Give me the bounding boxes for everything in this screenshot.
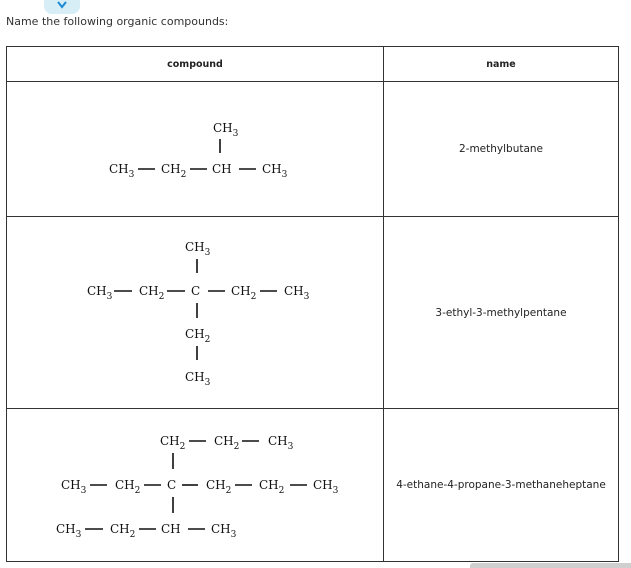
group-label: $CH_2$ (185, 327, 211, 345)
chevron-down-icon (56, 0, 68, 10)
group-label: $CH_3$ (284, 284, 310, 302)
compound-name-cell: 3-ethyl-3-methylpentane (384, 217, 619, 409)
instruction-text: Name the following organic compounds: (6, 15, 229, 28)
structural-formula (7, 409, 383, 561)
group-label: $CH_3$ (87, 284, 113, 302)
group-label: $CH_2$ (214, 434, 240, 452)
structural-formula (7, 217, 383, 408)
group-label: $CH_3$ (185, 370, 211, 388)
group-label: $CH_2$ (161, 162, 187, 180)
group-label: $CH_2$ (231, 284, 257, 302)
group-label: C (191, 284, 201, 298)
collapse-toggle-button[interactable] (44, 0, 80, 14)
compound-cell (7, 82, 384, 217)
compounds-table (6, 46, 619, 562)
group-label: $CH_3$ (61, 478, 87, 496)
compound-cell (7, 409, 384, 562)
group-label: CH (161, 522, 181, 536)
group-label: $CH_3$ (185, 240, 211, 258)
group-label: $CH_2$ (259, 478, 285, 496)
group-label: $CH_3$ (313, 478, 339, 496)
group-label: $CH_2$ (139, 284, 165, 302)
column-header-name: name (384, 47, 619, 82)
group-label: C (167, 478, 177, 492)
group-label: $CH_3$ (268, 434, 294, 452)
group-label: $CH_2$ (115, 478, 141, 496)
group-label: $CH_3$ (109, 162, 135, 180)
structural-formula (7, 82, 383, 216)
group-label: $CH_2$ (160, 434, 186, 452)
group-label: $CH_2$ (206, 478, 232, 496)
group-label: $CH_3$ (213, 121, 239, 139)
table-row (7, 409, 619, 562)
group-label: $CH_3$ (211, 522, 237, 540)
table-row (7, 82, 619, 217)
group-label: $CH_3$ (56, 522, 82, 540)
table-header-row (7, 47, 619, 82)
table-row (7, 217, 619, 409)
group-label: $CH_2$ (110, 522, 136, 540)
group-label: $CH_3$ (262, 162, 288, 180)
group-label: CH (212, 162, 232, 176)
compound-cell (7, 217, 384, 409)
compound-name-cell: 2-methylbutane (384, 82, 619, 217)
compound-name-cell: 4-ethane-4-propane-3-methaneheptane (384, 409, 619, 562)
column-header-compound: compound (7, 47, 384, 82)
bottom-panel-edge (470, 563, 631, 568)
